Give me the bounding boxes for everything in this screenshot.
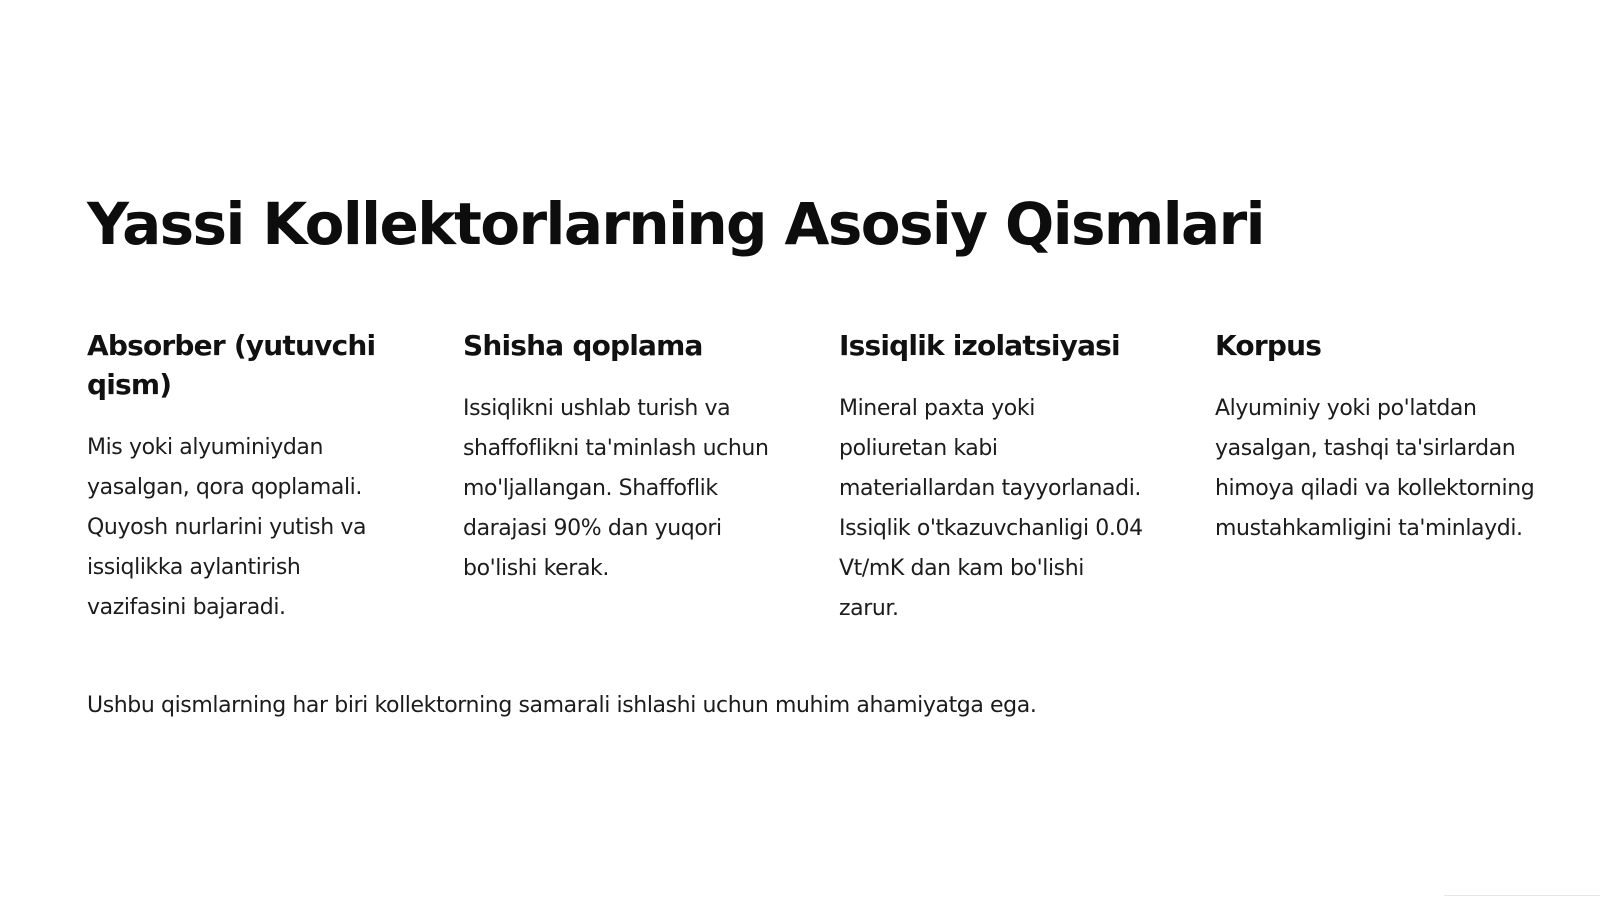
column-description: Mis yoki alyuminiydan yasalgan, qora qoplamali. Quyosh nurlarini yutish va issiqlikka aylantirish vazifasini bajaradi.: [87, 435, 367, 620]
column-heading: Absorber (yutuvchi qism): [87, 329, 376, 401]
column-housing: [1215, 326, 1535, 629]
column-absorber: [87, 326, 397, 629]
column-insulation: [839, 326, 1149, 629]
summary-text: Ushbu qismlarning har biri kollektorning samarali ishlashi uchun muhim ahamiyatga ega.: [87, 693, 1037, 718]
corner-divider: [1444, 895, 1600, 896]
column-description: Issiqlikni ushlab turish va shaffoflikni ta'minlash uchun mo'ljallangan. Shaffoflik darajasi 90% dan yuqori bo'lishi kerak.: [463, 396, 769, 581]
column-glass-cover: [463, 326, 773, 629]
slide-title: Yassi Kollektorlarning Asosiy Qismlari: [87, 190, 1264, 258]
column-heading: Shisha qoplama: [463, 329, 703, 362]
column-heading: Issiqlik izolatsiyasi: [839, 329, 1120, 362]
column-description: Alyuminiy yoki po'latdan yasalgan, tashqi ta'sirlardan himoya qiladi va kollektorning mustahkamligini ta'minlaydi.: [1215, 396, 1535, 541]
column-heading: Korpus: [1215, 329, 1322, 362]
column-description: Mineral paxta yoki poliuretan kabi materiallardan tayyorlanadi. Issiqlik o'tkazuvchanligi 0.04 Vt/mK dan kam bo'lishi zarur.: [839, 396, 1143, 621]
component-columns: [87, 326, 1547, 629]
